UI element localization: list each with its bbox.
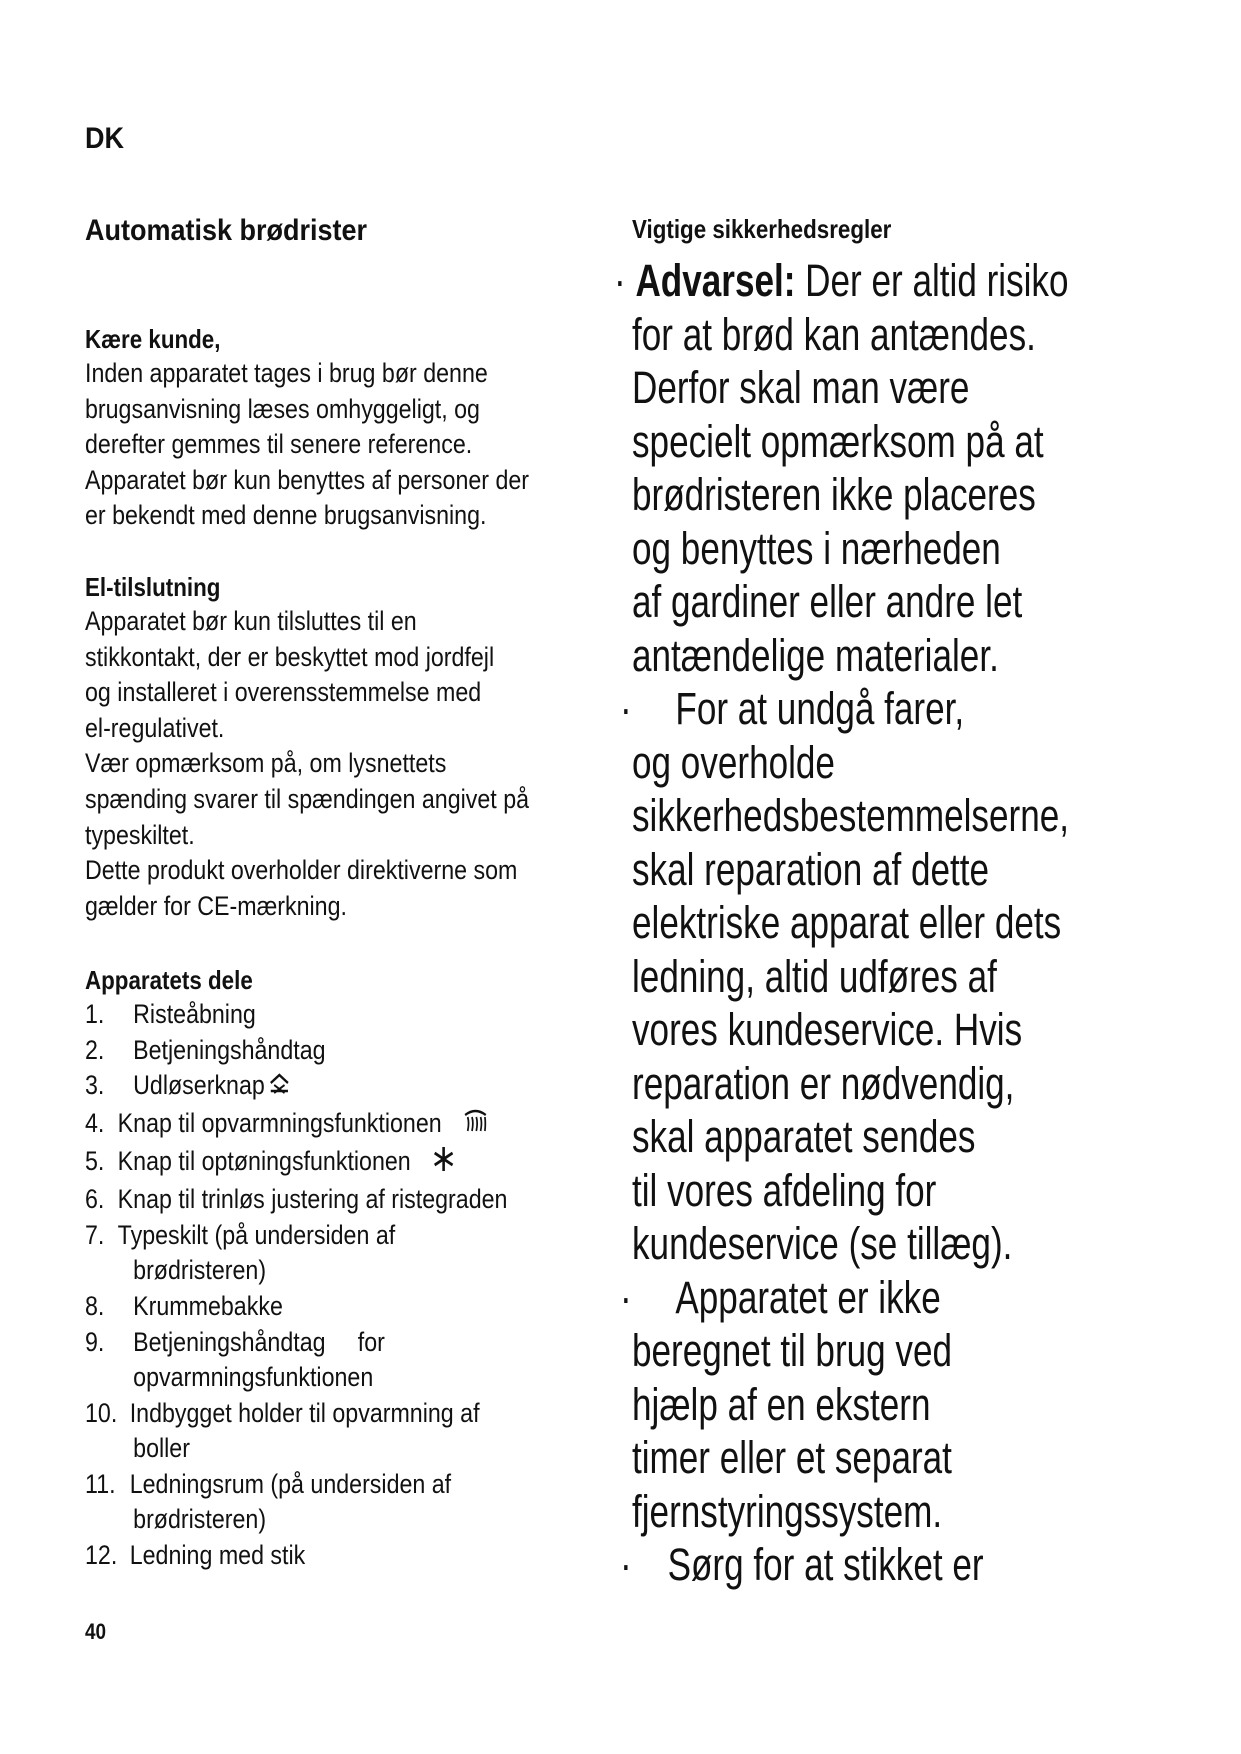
item-number: 7. bbox=[85, 1219, 105, 1250]
text-line: Apparatet bør kun tilsluttes til en bbox=[85, 606, 417, 636]
list-item bbox=[85, 1218, 549, 1254]
list-item bbox=[85, 1068, 549, 1105]
list-item bbox=[85, 1325, 549, 1361]
bullet-line bbox=[620, 1271, 1090, 1325]
list-item bbox=[85, 1467, 549, 1503]
text-line: antændelige materialer. bbox=[632, 629, 999, 681]
text-line: Sørg for at stikket er bbox=[667, 1539, 984, 1590]
bullet: · bbox=[614, 255, 626, 306]
text-line: elektriske apparat eller dets bbox=[632, 897, 1062, 948]
item-number: 10. bbox=[85, 1397, 118, 1428]
text-line: skal apparatet sendes bbox=[632, 1111, 976, 1162]
list-item bbox=[85, 1105, 549, 1145]
bullet: · bbox=[620, 1539, 632, 1590]
text-line: brødristeren ikke placeres bbox=[632, 469, 1036, 520]
item-number: 6. bbox=[85, 1184, 105, 1215]
text-line: fjernstyringssystem. bbox=[632, 1485, 943, 1537]
text-line: af gardiner eller andre let bbox=[632, 576, 1023, 627]
page-number: 40 bbox=[85, 1619, 107, 1644]
list-item-continuation: brødristeren) bbox=[133, 1504, 267, 1535]
item-number: 11. bbox=[85, 1468, 116, 1499]
item-text: Ledningsrum (på undersiden af bbox=[129, 1468, 452, 1499]
text-line: specielt opmærksom på at bbox=[632, 415, 1044, 467]
item-number: 8. bbox=[85, 1290, 105, 1321]
text-line: spænding svarer til spændingen angivet på bbox=[85, 783, 530, 814]
list-item bbox=[85, 1538, 549, 1574]
list-item-continuation: boller bbox=[133, 1433, 190, 1464]
text-line: For at undgå farer, bbox=[675, 683, 965, 734]
list-item bbox=[85, 997, 549, 1033]
bullet-line bbox=[620, 1538, 1090, 1592]
text-line: og overholde bbox=[632, 736, 835, 788]
electric-heading: El-tilslutning bbox=[85, 572, 221, 602]
text-line: beregnet til brug ved bbox=[632, 1325, 953, 1376]
bullet: · bbox=[620, 683, 632, 734]
item-text: Knap til optøningsfunktionen bbox=[117, 1146, 411, 1177]
list-item bbox=[85, 1144, 549, 1182]
greeting-text bbox=[85, 356, 549, 534]
text-line: til vores afdeling for bbox=[632, 1164, 937, 1216]
text-line: derefter gemmes til senere reference. bbox=[85, 429, 473, 460]
bullet-line bbox=[620, 682, 1090, 736]
item-text: Risteåbning bbox=[133, 999, 256, 1029]
language-code: DK bbox=[85, 122, 125, 155]
warning-label: Advarsel: bbox=[635, 255, 796, 306]
page-title: Automatisk brødrister bbox=[85, 214, 368, 247]
list-item-continuation: brødristeren) bbox=[133, 1255, 267, 1286]
text-line: brugsanvisning læses omhyggeligt, og bbox=[85, 393, 480, 424]
parts-heading: Apparatets dele bbox=[85, 965, 253, 995]
text-line: sikkerhedsbestemmelserne, bbox=[632, 790, 1069, 841]
text-line: ledning, altid udføres af bbox=[632, 950, 997, 1002]
item-text: Knap til trinløs justering af ristegraden bbox=[117, 1184, 508, 1215]
text-line: reparation er nødvendig, bbox=[632, 1057, 1015, 1109]
text-line: Apparatet bør kun benyttes af personer der bbox=[85, 464, 530, 495]
list-item-continuation: opvarmningsfunktionen bbox=[133, 1362, 374, 1393]
parts-list bbox=[85, 997, 549, 1574]
item-number: 9. bbox=[85, 1326, 105, 1357]
text-line: hjælp af en ekstern bbox=[632, 1378, 931, 1430]
item-text: Betjeningshåndtag for bbox=[133, 1326, 385, 1357]
defrost-icon bbox=[431, 1145, 455, 1183]
text-line: Vær opmærksom på, om lysnettets bbox=[85, 748, 447, 779]
text-line: timer eller et separat bbox=[632, 1432, 952, 1483]
item-number: 1. bbox=[85, 999, 105, 1029]
safety-heading: Vigtige sikkerhedsregler bbox=[632, 214, 892, 244]
item-text: Krummebakke bbox=[133, 1290, 283, 1321]
list-item bbox=[85, 1396, 549, 1432]
greeting-heading: Kære kunde, bbox=[85, 324, 221, 354]
item-number: 2. bbox=[85, 1034, 105, 1065]
text-line: Dette produkt overholder direktiverne som bbox=[85, 855, 518, 886]
item-text: Betjeningshåndtag bbox=[133, 1034, 326, 1065]
text-line: Derfor skal man være bbox=[632, 362, 970, 413]
item-number: 3. bbox=[85, 1070, 105, 1101]
electric-text bbox=[85, 604, 549, 924]
text-line: gælder for CE-mærkning. bbox=[85, 890, 347, 921]
parts-section bbox=[85, 963, 625, 1574]
text-line: skal reparation af dette bbox=[632, 843, 990, 895]
item-text: Ledning med stik bbox=[129, 1540, 306, 1571]
electric-section bbox=[85, 570, 625, 924]
text-line: Der er altid risiko bbox=[795, 255, 1069, 306]
safety-text bbox=[614, 254, 1222, 1592]
text-line: stikkontakt, der er beskyttet mod jordfejl bbox=[85, 641, 495, 672]
text-line: og installeret i overensstemmelse med bbox=[85, 677, 482, 708]
text-line: vores kundeservice. Hvis bbox=[632, 1004, 1023, 1055]
item-text: Udløserknap bbox=[133, 1070, 265, 1101]
text-line: for at brød kan antændes. bbox=[632, 308, 1036, 360]
warning-line bbox=[614, 254, 1088, 308]
text-line: el-regulativet. bbox=[85, 712, 225, 743]
greeting-section bbox=[85, 322, 625, 534]
text-line: og benyttes i nærheden bbox=[632, 522, 1001, 574]
text-line: er bekendt med denne brugsanvisning. bbox=[85, 500, 487, 531]
item-text: Typeskilt (på undersiden af bbox=[117, 1219, 396, 1250]
item-number: 4. bbox=[85, 1107, 105, 1138]
text-line: kundeservice (se tillæg). bbox=[632, 1218, 1013, 1269]
release-icon bbox=[268, 1069, 290, 1105]
text-line: Inden apparatet tages i brug bør denne bbox=[85, 358, 488, 388]
list-item bbox=[85, 1182, 549, 1218]
reheat-icon bbox=[462, 1105, 488, 1145]
item-number: 12. bbox=[85, 1540, 118, 1571]
item-number: 5. bbox=[85, 1146, 105, 1177]
bullet: · bbox=[620, 1271, 632, 1323]
text-line: Apparatet er ikke bbox=[675, 1271, 941, 1323]
item-text: Knap til opvarmningsfunktionen bbox=[117, 1107, 442, 1138]
list-item bbox=[85, 1033, 549, 1069]
list-item bbox=[85, 1289, 549, 1325]
text-line: typeskiltet. bbox=[85, 819, 195, 850]
item-text: Indbygget holder til opvarmning af bbox=[129, 1397, 480, 1428]
